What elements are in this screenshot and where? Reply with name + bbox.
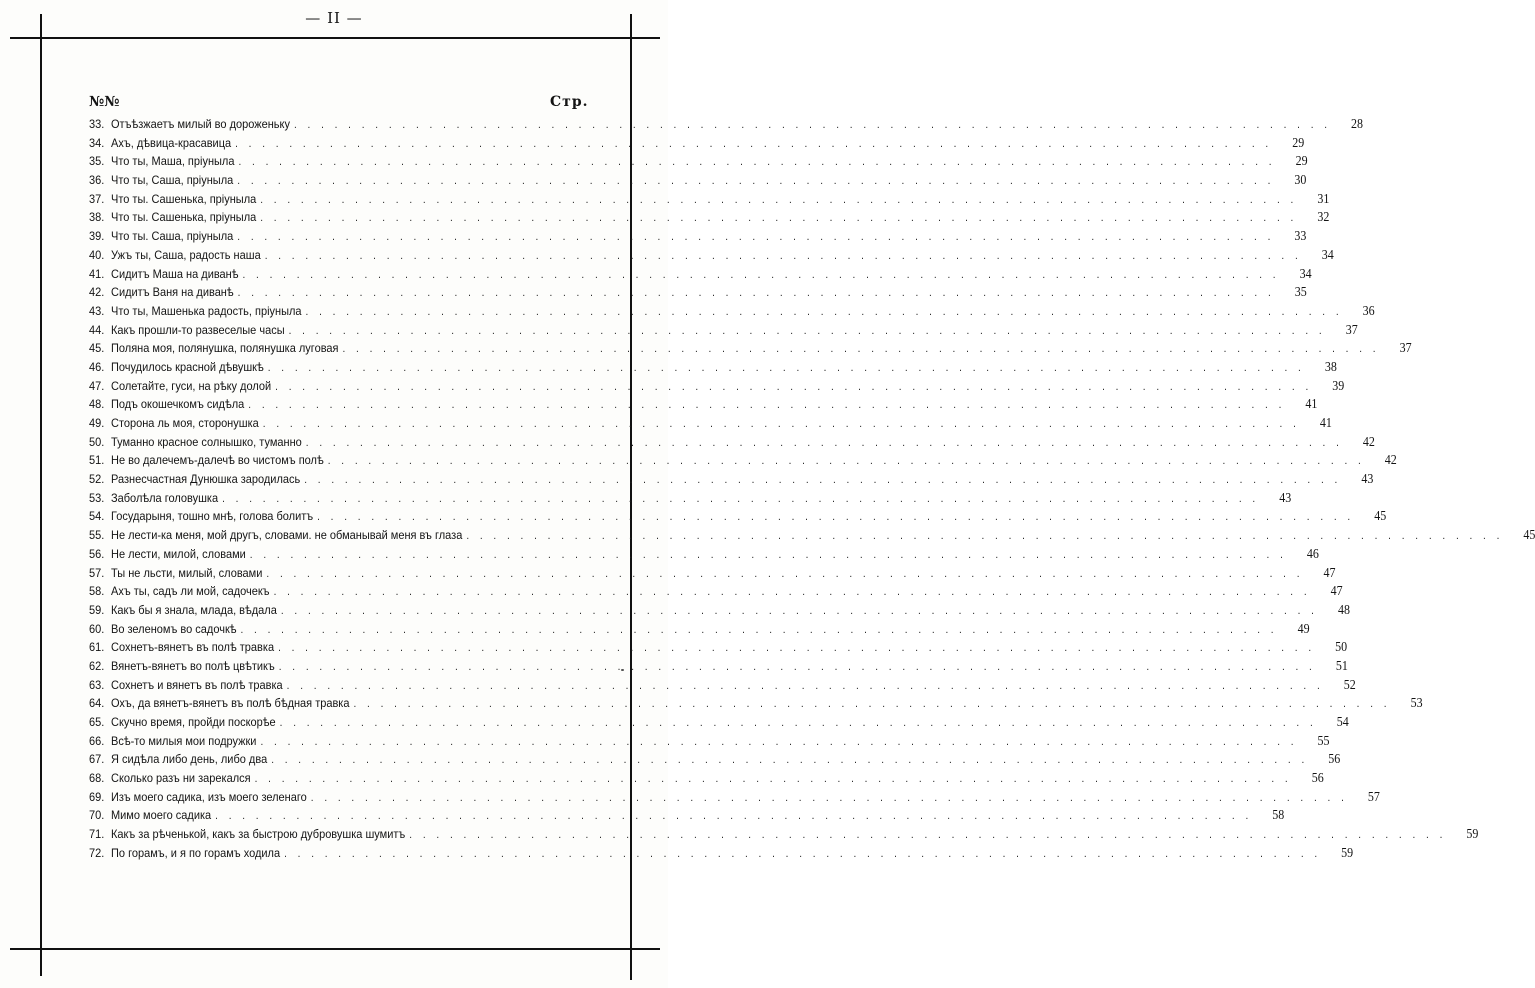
dot-leader [260,213,1297,225]
entry-number: 55. [89,529,105,543]
print-speck [621,669,624,671]
dot-leader [304,474,1341,486]
dot-leader [306,306,1343,318]
entry-page-number: 43 [1361,470,1374,487]
dot-leader [280,717,1317,729]
toc-entry [89,115,1364,137]
entry-page-number: 42 [1384,452,1397,468]
entry-number: 72. [89,846,105,861]
entry-number: 51. [89,454,105,468]
dot-leader [250,549,1287,561]
entry-page-number: 51 [1335,657,1348,674]
entry-number: 52. [89,473,105,487]
entry-page-number: 35 [1294,284,1307,300]
entry-page-number: 53 [1410,695,1423,711]
entry-number: 53. [89,491,105,506]
entry-title: Сидитъ Ваня на диванѣ [111,286,234,300]
top-frame-rule [10,37,660,39]
entry-title: Скучно время, пройди поскорѣе [111,716,276,730]
entry-number: 46. [89,361,105,375]
entry-title: Что ты, Машенька радость, пріуныла [111,304,302,319]
entry-number: 50. [89,435,105,450]
entry-number: 43. [89,304,105,319]
entry-title: Подъ окошечкомъ сидѣла [111,398,245,412]
entry-title: Какъ прошли-то развеселые часы [111,323,285,338]
entry-page-number: 46 [1306,545,1319,562]
toc-entry [89,470,1374,492]
entry-number: 34. [89,136,105,151]
dot-leader [278,642,1315,654]
entry-page-number: 28 [1351,115,1364,132]
entry-title: Не во далечемъ-далечѣ во чистомъ полѣ [111,454,324,468]
entry-number: 38. [89,211,105,225]
entry-title: Сидитъ Маша на диванѣ [111,267,239,282]
entry-page-number: 41 [1305,396,1318,412]
dot-leader [237,231,1274,243]
entry-title: Что ты. Сашенька, пріуныла [111,211,257,225]
entry-number: 61. [89,641,105,655]
entry-page-number: 43 [1279,489,1292,506]
left-frame-rule [40,14,42,976]
dot-leader [266,568,1303,580]
entry-title: Разнесчастная Дунюшка зародилась [111,473,301,487]
entry-number: 60. [89,622,105,637]
dot-leader [353,699,1390,711]
entry-title: Вянетъ-вянетъ во полѣ цвѣтикъ [111,660,275,674]
page-folio: — II — [305,9,363,27]
dot-leader [255,773,1292,785]
entry-page-number: 41 [1319,414,1332,431]
entry-number: 37. [89,192,105,207]
entry-number: 66. [89,734,105,749]
dot-leader [289,325,1326,337]
entry-page-number: 34 [1299,265,1312,282]
entry-number: 57. [89,566,105,581]
entry-page-number: 34 [1321,246,1334,263]
entry-number: 47. [89,379,105,394]
dot-leader [328,456,1365,468]
dot-leader [294,119,1331,131]
dot-leader [263,418,1300,430]
entry-page-number: 29 [1295,153,1308,169]
entry-title: Ты не льсти, милый, словами [111,566,263,581]
toc-entry [89,246,1334,268]
toc-entry [89,769,1324,791]
entry-title: Сколько разъ ни зарекался [111,772,251,786]
entry-page-number: 52 [1343,676,1356,693]
entry-number: 67. [89,753,105,767]
entry-page-number: 47 [1323,564,1336,581]
entry-number: 62. [89,660,105,674]
dot-leader [215,811,1252,823]
entry-number: 36. [89,174,105,188]
dot-leader [235,138,1272,150]
entry-number: 68. [89,772,105,786]
entry-page-number: 42 [1362,433,1375,450]
entry-page-number: 31 [1317,190,1330,207]
entry-page-number: 32 [1317,209,1330,225]
page-column-header: Стр. [550,94,589,110]
entry-number: 71. [89,828,105,842]
entry-title: Отъѣзжаетъ милый во дороженьку [111,118,290,132]
entry-title: Что ты. Сашенька, пріуныла [111,192,257,207]
entry-number: 56. [89,547,105,562]
entry-title: Ахъ ты, садъ ли мой, садочекъ [111,585,270,599]
toc-entry [89,657,1348,679]
toc-entry [89,583,1343,604]
entry-number: 65. [89,716,105,730]
entry-title: Какъ бы я знала, млада, вѣдала [111,603,277,618]
dot-leader [243,269,1280,281]
entry-page-number: 45 [1523,527,1535,543]
dot-leader [260,194,1297,206]
entry-title: Охъ, да вянетъ-вянетъ въ полѣ бѣдная травка [111,697,350,711]
number-column-header: №№ [89,94,120,110]
dot-leader [241,624,1278,636]
toc-entry [89,358,1337,380]
toc-entry [89,228,1307,249]
entry-title: Ахъ, дѣвица-красавица [111,136,232,151]
entry-number: 70. [89,809,105,823]
entry-page-number: 54 [1336,713,1349,730]
entry-number: 69. [89,790,105,805]
entry-page-number: 59 [1466,826,1479,842]
dot-leader [342,343,1379,355]
dot-leader [279,661,1316,673]
entry-page-number: 39 [1332,377,1345,394]
entry-title: Всѣ-то милыя мои подружки [111,734,257,749]
entry-page-number: 47 [1330,583,1343,599]
entry-page-number: 59 [1341,844,1354,861]
entry-page-number: 30 [1294,171,1307,188]
entry-number: 48. [89,398,105,412]
toc-entry [89,284,1307,305]
entry-page-number: 37 [1345,321,1358,338]
dot-leader [260,736,1297,748]
dot-leader [265,250,1302,262]
entry-number: 58. [89,585,105,599]
entry-title: Изъ моего садика, изъ моего зеленаго [111,790,307,805]
entry-title: Не лести, милой, словами [111,547,246,562]
entry-page-number: 49 [1297,620,1310,637]
entry-title: Сторона ль моя, сторонушка [111,417,259,431]
dot-leader [268,362,1305,374]
entry-number: 41. [89,267,105,282]
dot-leader [311,792,1348,804]
entry-page-number: 37 [1399,340,1412,356]
bottom-frame-rule [10,948,660,950]
toc-entry [89,713,1349,735]
dot-leader [237,175,1274,187]
entry-title: Сохнетъ-вянетъ въ полѣ травка [111,641,275,655]
entry-number: 44. [89,323,105,338]
entry-page-number: 38 [1324,358,1337,375]
entry-number: 35. [89,155,105,169]
dot-leader [275,381,1312,393]
entry-page-number: 58 [1272,807,1285,823]
toc-entry [89,826,1479,847]
entry-number: 59. [89,603,105,618]
entry-title: Заболѣла головушка [111,491,219,506]
toc-entry [89,601,1350,623]
entry-number: 33. [89,118,105,132]
entry-title: Что ты, Саша, пріуныла [111,174,234,188]
entry-page-number: 33 [1294,228,1307,244]
dot-leader [248,400,1285,412]
dot-leader [306,437,1343,449]
entry-title: Мимо моего садика [111,809,212,823]
dot-leader [222,493,1259,505]
entry-number: 39. [89,230,105,244]
toc-entry [89,414,1332,436]
dot-leader [238,287,1275,299]
entry-page-number: 48 [1337,601,1350,618]
toc-entry [89,527,1535,548]
dot-leader [238,157,1275,169]
dot-leader [409,829,1446,841]
entry-title: Поляна моя, полянушка, полянушка луговая [111,342,339,356]
entry-title: Сохнетъ и вянетъ въ полѣ травка [111,678,283,693]
entry-number: 63. [89,678,105,693]
dot-leader [271,755,1308,767]
entry-title: По горамъ, и я по горамъ ходила [111,846,281,861]
entry-number: 40. [89,248,105,263]
dot-leader [466,530,1503,542]
table-of-contents [89,115,1535,865]
dot-leader [274,586,1311,598]
dot-leader [284,848,1321,860]
entry-page-number: 56 [1311,769,1324,786]
entry-title: Что ты, Маша, пріуныла [111,155,235,169]
toc-entry [89,844,1354,866]
entry-number: 64. [89,697,105,711]
entry-title: Я сидѣла либо день, либо два [111,753,268,767]
entry-title: Государыня, тошно мнѣ, голова болитъ [111,510,314,524]
entry-title: Во зеленомъ во садочкѣ [111,622,237,637]
entry-page-number: 50 [1335,639,1348,655]
toc-entry [89,545,1319,567]
entry-number: 49. [89,417,105,431]
entry-title: Ужъ ты, Саша, радость наша [111,248,261,263]
entry-title: Какъ за рѣченькой, какъ за быстрою дубровушка шумитъ [111,828,406,842]
entry-page-number: 55 [1317,732,1330,749]
entry-title: Солетайте, гуси, на рѣку долой [111,379,272,394]
dot-leader [287,680,1324,692]
entry-page-number: 29 [1292,134,1305,151]
dot-leader [281,605,1318,617]
dot-leader [317,512,1354,524]
entry-page-number: 36 [1362,302,1375,319]
entry-page-number: 45 [1374,508,1387,524]
entry-page-number: 57 [1367,788,1380,805]
toc-entry [89,171,1307,193]
entry-title: Туманно красное солнышко, туманно [111,435,302,450]
entry-number: 45. [89,342,105,356]
entry-number: 54. [89,510,105,524]
toc-entry [89,302,1375,324]
entry-page-number: 56 [1328,751,1341,767]
entry-number: 42. [89,286,105,300]
entry-title: Что ты. Саша, пріуныла [111,230,234,244]
entry-title: Почудилось красной дѣвушкѣ [111,361,264,375]
entry-title: Не лести-ка меня, мой другъ, словами. не обманывай меня въ глаза [111,529,463,543]
